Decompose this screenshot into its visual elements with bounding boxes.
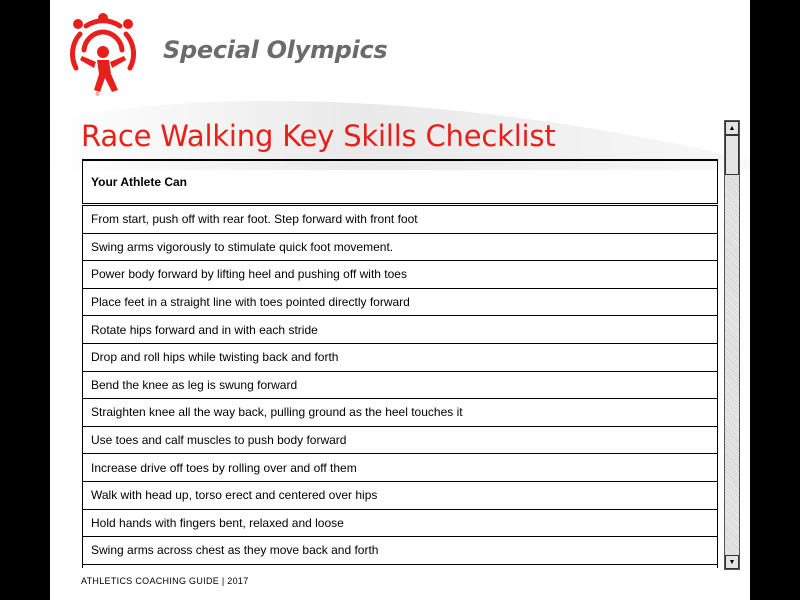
table-column-header: Your Athlete Can <box>83 160 718 205</box>
table-row <box>83 371 718 399</box>
table-header-row <box>83 160 718 205</box>
table-row <box>83 343 718 371</box>
table-row <box>83 454 718 482</box>
scrollbar-thumb[interactable] <box>725 135 739 175</box>
table-row <box>83 537 718 565</box>
checklist-item: Hold hands with fingers bent, relaxed and loose <box>83 509 718 537</box>
table-row <box>83 316 718 344</box>
arrow-down-icon[interactable]: ▼ <box>725 555 739 569</box>
checklist-item: Straighten knee all the way back, pulling ground as the heel touches it <box>83 399 718 427</box>
checklist-item: Power body forward by lifting heel and pushing off with toes <box>83 261 718 289</box>
svg-text:®: ® <box>95 92 100 96</box>
checklist-item: Place feet in a straight line with toes pointed directly forward <box>83 288 718 316</box>
table-row <box>83 481 718 509</box>
checklist-item: From start, push off with rear foot. Step forward with front foot <box>83 205 718 234</box>
page-footer: ATHLETICS COACHING GUIDE | 2017 <box>81 576 249 586</box>
table-row <box>83 205 718 234</box>
document-page <box>50 0 750 600</box>
table-row <box>83 509 718 537</box>
table-row <box>83 399 718 427</box>
skills-checklist-table <box>82 159 718 568</box>
table-row <box>83 233 718 261</box>
checklist-item: Increase drive off toes by rolling over and off them <box>83 454 718 482</box>
checklist-item: Use toes and calf muscles to push body forward <box>83 426 718 454</box>
arrow-up-icon[interactable]: ▲ <box>725 121 739 135</box>
checklist-item: Rotate hips forward and in with each stride <box>83 316 718 344</box>
brand-name: Special Olympics <box>163 36 388 64</box>
checklist-item: Swing arms across chest as they move back and forth <box>83 537 718 565</box>
checklist-item: Walk with head up, torso erect and centered over hips <box>83 481 718 509</box>
checklist-item: Drop and roll hips while twisting back and forth <box>83 343 718 371</box>
table-row <box>83 288 718 316</box>
special-olympics-logo-icon <box>62 10 144 96</box>
checklist-item <box>83 564 718 568</box>
checklist-item: Swing arms vigorously to stimulate quick foot movement. <box>83 233 718 261</box>
checklist-viewport <box>82 159 718 568</box>
table-row <box>83 564 718 568</box>
page-title: Race Walking Key Skills Checklist <box>81 119 556 153</box>
checklist-item: Bend the knee as leg is swung forward <box>83 371 718 399</box>
table-row <box>83 426 718 454</box>
table-row <box>83 261 718 289</box>
vertical-scrollbar[interactable] <box>724 120 740 570</box>
